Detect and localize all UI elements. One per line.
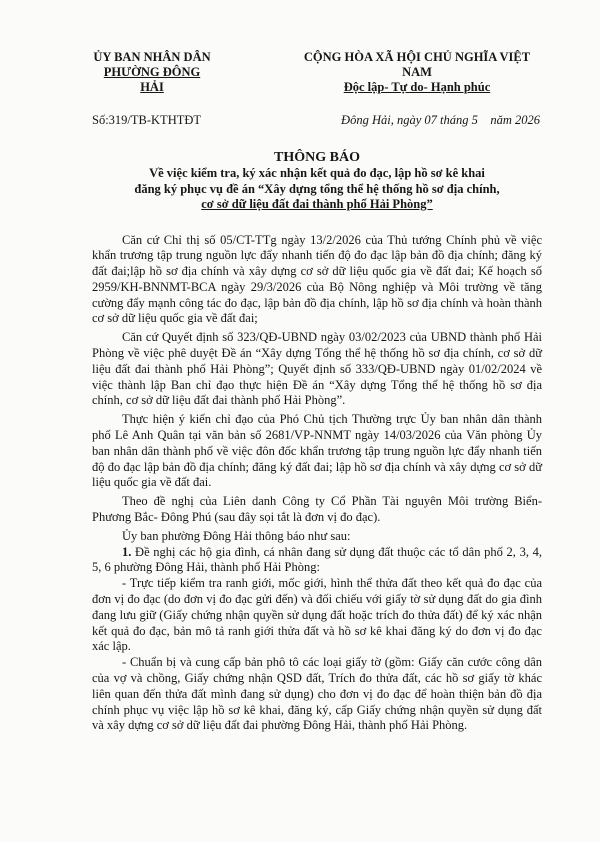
subject-line-1: Về việc kiểm tra, ký xác nhận kết quả đo đạc, lập hồ sơ kê khai [149, 166, 485, 180]
document-title: THÔNG BÁO [274, 150, 360, 165]
subject-line-3: cơ sở dữ liệu đất đai thành phố Hải Phòng” [201, 197, 433, 211]
document-header [92, 50, 542, 95]
item-1-number: 1. [122, 544, 132, 559]
document-number: Số:319/TB-KTHTĐT [92, 113, 202, 127]
subject-line-2: đăng ký phục vụ đề án “Xây dựng tổng thể hệ thống hồ sơ địa chính, [134, 181, 500, 196]
item-1-text: Đề nghị các hộ gia đình, cá nhân đang sử dụng đất thuộc các tổ dân phố 2, 3, 4, 5, 6 phường Đông Hải, thành phố Hải Phòng: [92, 544, 542, 575]
paragraph-legal-basis-1: Căn cứ Chỉ thị số 05/CT-TTg ngày 13/2/2026 của Thủ tướng Chính phủ về việc khẩn trương tập trung nguồn lực đẩy nhanh tiến độ đo đạc lập bản đồ địa chính; đăng ký đất đai;lập hồ sơ địa chính và xây dựng cơ sở dữ liệu quốc gia về đất đai; Kế hoạch số 2959/KH-BNNMT-BCA ngày 29/3/2026 của Bộ Nông nghiệp và Môi trường về tăng cường đẩy mạnh công tác đo đạc, lập bản đồ địa chính, lập hồ sơ địa chính và hoàn thành cơ sở dữ liệu quốc gia về đất đai; [92, 232, 542, 326]
paragraph-announcement: Ủy ban phường Đông Hải thông báo như sau: [122, 528, 351, 543]
paragraph-proposal: Theo đề nghị của Liên danh Công ty Cổ Phần Tài nguyên Môi trường Biển- Phương Bắc- Đông Phú (sau đây sọi tắt là đơn vị đo đạc). [92, 494, 542, 525]
place-date: Đông Hải, ngày 07 tháng 5 năm 2026 [341, 113, 540, 127]
paragraph-provide-documents: - Chuẩn bị và cung cấp bản phô tô các loại giấy tờ (gồm: Giấy căn cước công dân của vợ và chồng, Giấy chứng nhận QSD đất, Trích đo thửa đất, các hồ sơ giấy tờ khác liên quan đến thửa đất mình đang sử dụng) cho đơn vị đo đạc để hoàn thiện bản đồ địa chính phục vụ việc lập hồ sơ kê khai, đăng ký, cấp Giấy chứng nhận quyền sử dụng đất và xây dựng cơ sở dữ liệu đất đai phường Đông Hải, thành phố Hải Phòng. [92, 655, 542, 733]
nation-title: CỘNG HÒA XÃ HỘI CHỦ NGHĨA VIỆT NAM [303, 50, 531, 79]
paragraph-legal-basis-2: Căn cứ Quyết định số 323/QĐ-UBND ngày 03/02/2023 của UBND thành phố Hải Phòng về việc phê duyệt Đề án “Xây dựng Tổng thể hệ thống hồ sơ địa chính, cơ sở dữ liệu đất đai thành phố Hải Phòng”; Quyết định số 333/QĐ-UBND ngày 01/02/2024 về việc thành lập Ban chỉ đạo thực hiện Đề án “Xây dựng Tổng thể hệ thống hồ sơ địa chính, cơ sở dữ liệu đất đai thành phố Hải Phòng”. [92, 330, 542, 408]
org-line-2: PHƯỜNG ĐÔNG HẢI [103, 65, 201, 94]
national-motto: Độc lập- Tự do- Hạnh phúc [343, 80, 491, 94]
paragraph-direction: Thực hiện ý kiến chỉ đạo của Phó Chủ tịch Thường trực Ủy ban nhân dân thành phố Lê Anh Quân tại văn bản số 2681/VP-NNMT ngày 14/03/2026 của Văn phòng Ủy ban nhân dân thành phố về việc đôn đốc khẩn trương tập trung nguồn lực đẩy nhanh tiến độ đo đạc lập bản đồ địa chính; đăng ký đất đai; lập hồ sơ địa chính và xây dựng cơ sở dữ liệu quốc gia về đất đai. [92, 412, 542, 490]
issuing-organization [92, 50, 212, 95]
document-subject [92, 166, 542, 213]
national-heading [292, 50, 542, 95]
paragraph-item-1 [92, 545, 542, 577]
org-line-1: ỦY BAN NHÂN DÂN [93, 50, 211, 64]
number-date-row [92, 113, 542, 128]
document-body [92, 233, 542, 735]
paragraph-check-boundaries: - Trực tiếp kiểm tra ranh giới, mốc giới, hình thể thửa đất theo kết quả đo đạc của đơn vị đo đạc (do đơn vị đo đạc gửi đến) và đối chiếu với giấy tờ sử dụng đất do gia đình đang lưu giữ (Giấy chứng nhận quyền sử dụng đất hoặc trích đo thửa đất) để ký xác nhận kết quả đo đạc, bản mô tả ranh giới thửa đất và hồ sơ kê khai đăng ký do đơn vị đo đạc xác lập. [92, 576, 542, 654]
